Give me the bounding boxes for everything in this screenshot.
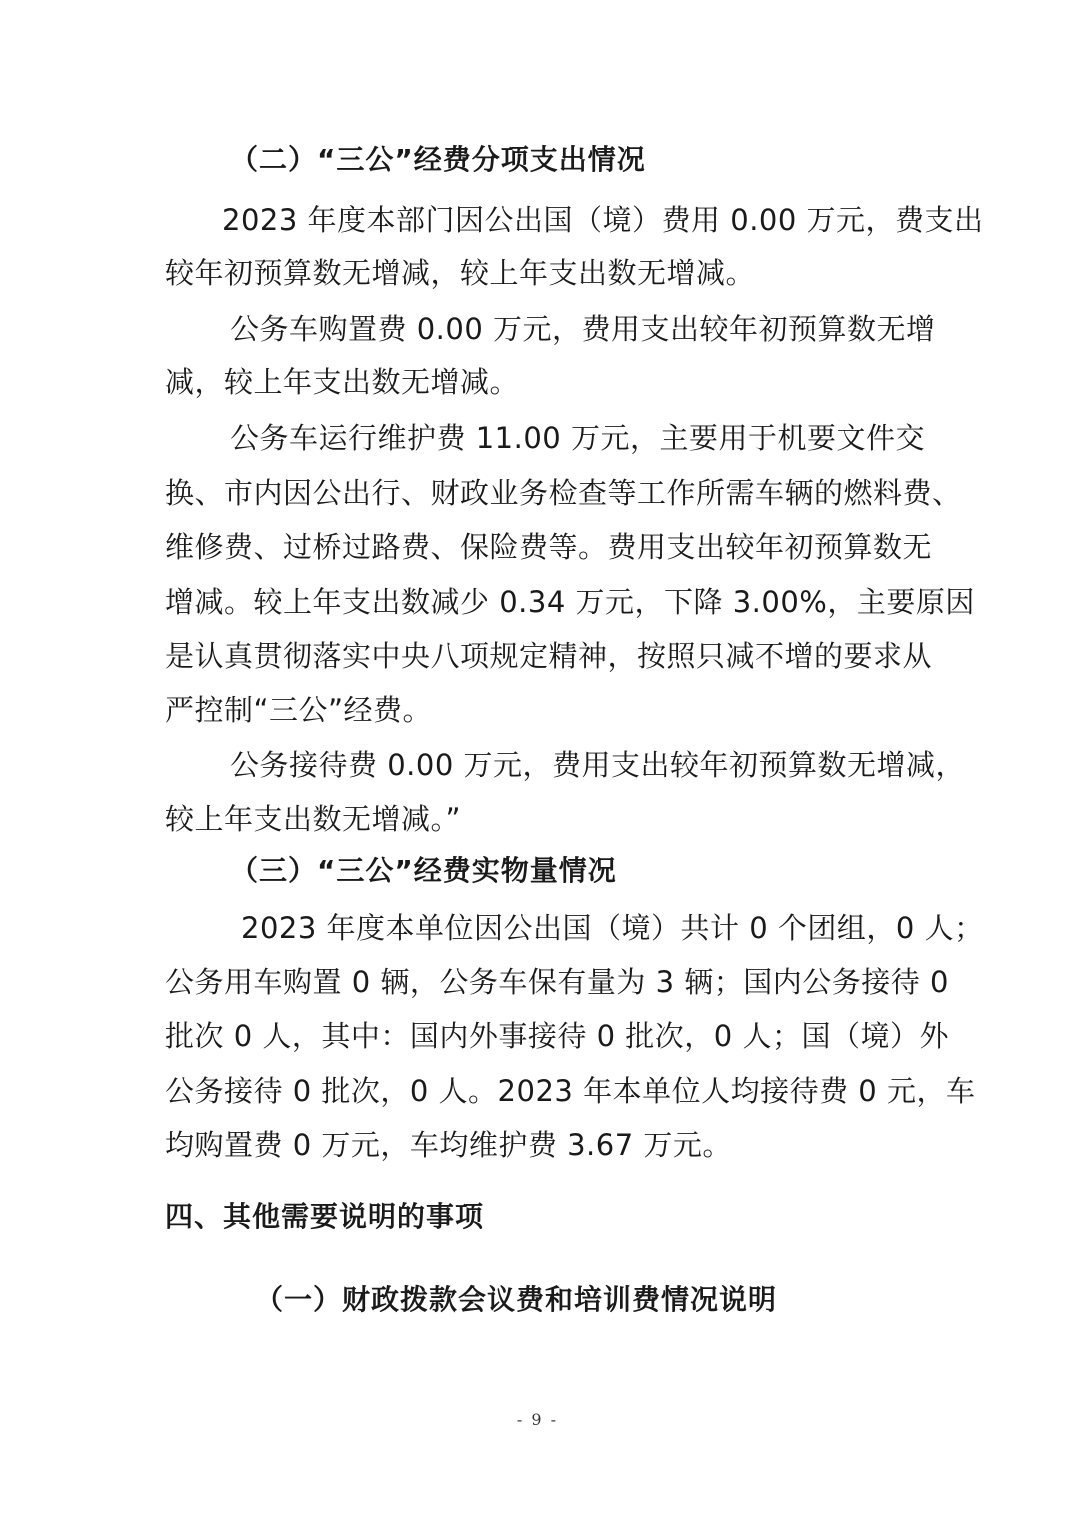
paragraph-line: 公务接待 0 批次，0 人。2023 年本单位人均接待费 0 元，车 [165,1074,976,1108]
paragraph-line: 严控制“三公”经费。 [165,693,433,727]
paragraph-line: 公务接待费 0.00 万元，费用支出较年初预算数无增减， [230,748,966,782]
section-heading-three-public-physical: （三）“三公”经费实物量情况 [230,854,617,887]
paragraph-line: 公务车运行维护费 11.00 万元，主要用于机要文件交 [230,421,925,455]
paragraph-line: 较上年支出数无增减。” [165,802,462,836]
paragraph-line: 较年初预算数无增减，较上年支出数无增减。 [165,256,756,290]
paragraph-line: 是认真贯彻落实中央八项规定精神，按照只减不增的要求从 [165,639,933,673]
paragraph-line: 减，较上年支出数无增减。 [165,365,520,399]
section-heading-meeting-training: （一）财政拨款会议费和培训费情况说明 [255,1283,778,1316]
paragraph-line: 均购置费 0 万元，车均维护费 3.67 万元。 [165,1128,732,1162]
paragraph-line: 2023 年度本部门因公出国（境）费用 0.00 万元，费支出 [222,203,984,237]
paragraph-line: 维修费、过桥过路费、保险费等。费用支出较年初预算数无 [165,530,933,564]
paragraph-line: 换、市内因公出行、财政业务检查等工作所需车辆的燃料费、 [165,476,962,510]
page-number: - 9 - [516,1410,559,1429]
section-heading-other-matters: 四、其他需要说明的事项 [165,1200,485,1233]
paragraph-line: 增减。较上年支出数减少 0.34 万元，下降 3.00%，主要原因 [165,585,975,619]
paragraph-line: 公务用车购置 0 辆，公务车保有量为 3 辆；国内公务接待 0 [165,965,949,999]
section-heading-three-public-breakdown: （二）“三公”经费分项支出情况 [230,143,646,176]
paragraph-line: 2023 年度本单位因公出国（境）共计 0 个团组，0 人； [241,911,984,945]
paragraph-line: 批次 0 人，其中：国内外事接待 0 批次，0 人；国（境）外 [165,1019,949,1053]
paragraph-line: 公务车购置费 0.00 万元，费用支出较年初预算数无增 [230,312,936,346]
